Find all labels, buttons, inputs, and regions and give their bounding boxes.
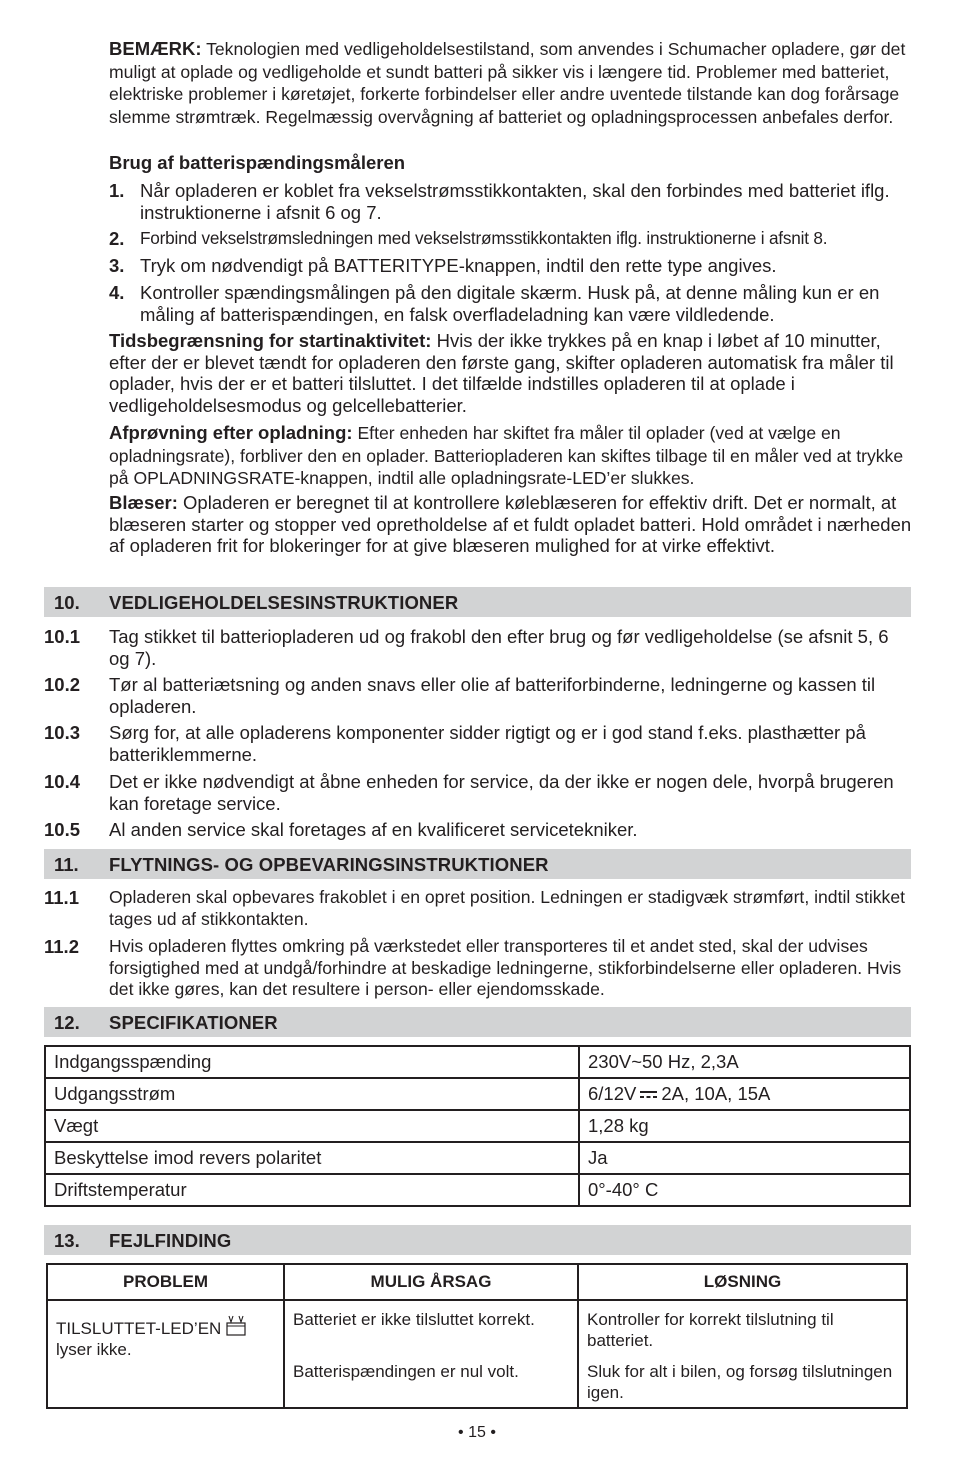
list-item	[44, 674, 911, 717]
list-item	[44, 936, 911, 1001]
section-10-header	[44, 587, 911, 617]
table-row	[45, 1046, 910, 1078]
step-number: 4.	[109, 282, 125, 303]
spec-value	[579, 1078, 910, 1110]
item-number: 10.5	[44, 819, 81, 840]
section-number: 13.	[54, 1230, 80, 1251]
timeout-text: Hvis der ikke trykkes på en knap i løbet af 10 minutter, efter der er blevet tændt for opladeren den første gang, skifter opladeren automatisk fra måler til oplader, hvis der er et batteri tilsluttet. I det tilfælde indstilles opladeren til at oplade i vedligeholdelsesmodus og gelcellebatterier.	[109, 330, 894, 416]
item-text: Sørg for, at alle opladerens komponenter sidder rigtigt og er i god stand f.eks. plasthætter på batteriklemmerne.	[109, 722, 866, 765]
item-number: 10.4	[44, 771, 81, 792]
troubleshooting-table	[46, 1263, 908, 1409]
page-number: • 15 •	[458, 1424, 496, 1441]
list-item	[44, 722, 911, 765]
test-label: Afprøvning efter opladning:	[109, 422, 353, 443]
section-11-header	[44, 849, 911, 879]
item-text: Al anden service skal foretages af en kvalificeret servicetekniker.	[109, 819, 638, 840]
spec-value: Ja	[579, 1142, 910, 1174]
specifications-table	[44, 1045, 911, 1207]
dc-current-icon	[640, 1090, 657, 1100]
section-13-header	[44, 1225, 911, 1255]
spec-label: Udgangsstrøm	[45, 1078, 579, 1110]
table-row	[45, 1174, 910, 1206]
problem-text-2: lyser ikke.	[56, 1340, 132, 1359]
table-header-row	[47, 1264, 907, 1300]
spec-label: Beskyttelse imod revers polaritet	[45, 1142, 579, 1174]
step-number: 3.	[109, 255, 125, 276]
list-item	[44, 819, 911, 841]
section-number: 10.	[54, 592, 80, 613]
note-paragraph	[109, 38, 914, 128]
section-number: 12.	[54, 1012, 80, 1033]
item-text: Hvis opladeren flyttes omkring på værkstedet eller transporteres til et andet sted, skal der udvises forsigtighed med at undgå/forhindre at beskadige ledningerne, stikforbindelserne eller opladeren. Hvis det ikke gøres, kan det resultere i person- eller ejendomsskade.	[109, 936, 902, 999]
solution-cell: Sluk for alt i bilen, og forsøg tilslutningen igen.	[578, 1361, 907, 1408]
table-row	[45, 1078, 910, 1110]
item-number: 10.1	[44, 626, 81, 647]
fan-text: Opladeren er beregnet til at kontrollere køleblæseren for effektiv drift. Det er normalt, at blæseren starter og stopper ved opretholdelse af et fuldt opladet batteri. Hold området i nærheden af opladeren frit for blokeringer for at give blæseren mulighed for at virke effektivt.	[109, 492, 912, 556]
cause-cell: Batterispændingen er nul volt.	[284, 1361, 578, 1408]
spec-value-prefix: 6/12V	[588, 1083, 637, 1104]
test-paragraph	[109, 422, 914, 490]
item-text: Tag stikket til batteriopladeren ud og frakobl den efter brug og før vedligeholdelse (se afsnit 5, 6 og 7).	[109, 626, 889, 669]
meter-step	[109, 255, 914, 277]
section-title: FEJLFINDING	[109, 1230, 232, 1251]
item-number: 11.2	[44, 936, 79, 957]
step-text: Kontroller spændingsmålingen på den digitale skærm. Husk på, at denne måling kun er en måling af batterispændingen, en falsk overfladeladning kan være vildledende.	[140, 282, 880, 325]
step-text: Tryk om nødvendigt på BATTERITYPE-knappen, indtil den rette type angives.	[140, 255, 777, 276]
item-text: Det er ikke nødvendigt at åbne enheden for service, da der ikke er nogen dele, hvorpå brugeren kan foretage service.	[109, 771, 894, 814]
table-row	[45, 1110, 910, 1142]
timeout-label: Tidsbegrænsning for startinaktivitet:	[109, 330, 432, 351]
meter-step	[109, 180, 914, 223]
spec-label: Vægt	[45, 1110, 579, 1142]
list-item	[44, 626, 911, 669]
step-number: 2.	[109, 228, 125, 249]
timeout-paragraph	[109, 330, 914, 416]
column-header: PROBLEM	[47, 1264, 284, 1300]
spec-value: 1,28 kg	[579, 1110, 910, 1142]
column-header: LØSNING	[578, 1264, 907, 1300]
section-number: 11.	[54, 854, 79, 875]
spec-label: Driftstemperatur	[45, 1174, 579, 1206]
test-text: Efter enheden har skiftet fra måler til oplader (ved at vælge en opladningsrate), forbliver den en oplader. Batteriopladeren kan skiftes tilbage til en måler ved at trykke på OPLADNINGSRATE-knappen, indtil alle opladningsrate-LED’er slukkes.	[109, 423, 904, 488]
note-label: BEMÆRK:	[109, 38, 202, 59]
item-number: 10.2	[44, 674, 81, 695]
problem-cell	[47, 1300, 284, 1408]
item-text: Tør al batteriætsning og anden snavs eller olie af batteriforbinderne, ledningerne og kassen til opladeren.	[109, 674, 876, 717]
spec-value: 230V~50 Hz, 2,3A	[579, 1046, 910, 1078]
step-number: 1.	[109, 180, 125, 201]
note-text: Teknologien med vedligeholdelsestilstand, som anvendes i Schumacher opladere, gør det muligt at oplade og vedligeholde et sundt batteri på sikker vis i længere tid. Problemer med batteriet, elektriske problemer i køretøjet, forkerte forbindelser eller andre uventede tilstande kan dog forårsage slemme strømtræk. Regelmæssig overvågning af batteriet og opladningsprocessen anbefales derfor.	[109, 39, 906, 127]
spec-label: Indgangsspænding	[45, 1046, 579, 1078]
step-text: Forbind vekselstrømsledningen med vekselstrømsstikkontakten iflg. instruktionerne i afsnit 8.	[140, 228, 828, 248]
section-title: VEDLIGEHOLDELSESINSTRUKTIONER	[109, 592, 459, 613]
list-item	[44, 771, 911, 814]
meter-step	[109, 282, 914, 325]
item-text: Opladeren skal opbevares frakoblet i en opret position. Ledningen er stadigvæk strømført, indtil stikket tages ud af stikkontakten.	[109, 887, 906, 929]
list-item	[44, 887, 911, 930]
item-number: 11.1	[44, 887, 79, 908]
meter-step	[109, 228, 914, 250]
battery-connected-icon	[225, 1315, 247, 1337]
fan-label: Blæser:	[109, 492, 178, 513]
section-title: FLYTNINGS- OG OPBEVARINGSINSTRUKTIONER	[109, 854, 549, 875]
solution-cell: Kontroller for korrekt tilslutning til batteriet.	[578, 1300, 907, 1361]
step-text: Når opladeren er koblet fra vekselstrømsstikkontakten, skal den forbindes med batteriet iflg. instruktionerne i afsnit 6 og 7.	[140, 180, 890, 223]
section-title: SPECIFIKATIONER	[109, 1012, 278, 1033]
cause-cell: Batteriet er ikke tilsluttet korrekt.	[284, 1300, 578, 1361]
item-number: 10.3	[44, 722, 81, 743]
section-12-header	[44, 1007, 911, 1037]
fan-paragraph	[109, 492, 914, 557]
column-header: MULIG ÅRSAG	[284, 1264, 578, 1300]
table-row	[47, 1300, 907, 1361]
meter-heading: Brug af batterispændingsmåleren	[109, 152, 406, 173]
table-row	[45, 1142, 910, 1174]
spec-value: 0°-40° C	[579, 1174, 910, 1206]
spec-value-suffix: 2A, 10A, 15A	[661, 1083, 771, 1104]
problem-text: TILSLUTTET-LED’EN	[56, 1319, 222, 1338]
